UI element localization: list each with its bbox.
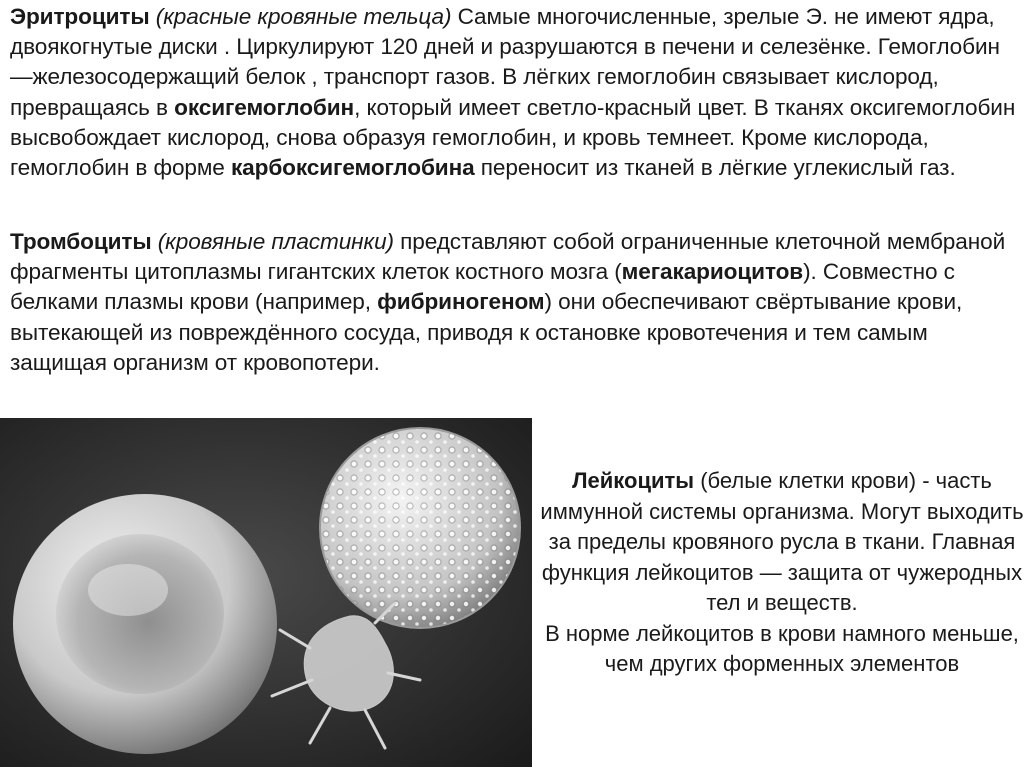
erythrocytes-term: Эритроциты — [10, 4, 150, 29]
white-blood-cell — [320, 428, 520, 628]
thrombocytes-synonym: (кровяные пластинки) — [157, 229, 394, 254]
oxyhemoglobin-term: оксигемоглобин — [174, 94, 355, 120]
blood-cells-micrograph — [0, 418, 532, 767]
thrombocytes-text-3: ) они обеспечивают свёртывание крови, вытекающей из повреждённого сосуда, приводя к остановке кровотечения и тем самым защищая организм от кровопотери. — [10, 289, 963, 375]
leukocytes-term: Лейкоциты — [572, 468, 695, 493]
thrombocytes-text-1: представляют собой ограниченные клеточной мембраной фрагменты цитоплазмы гигантских клеток костного мозга ( — [10, 229, 1006, 285]
erythrocytes-paragraph — [10, 2, 1016, 183]
leukocytes-text-1: (белые клетки крови) - часть иммунной системы организма. Могут выходить за пределы кровяного русла в ткани. Главная функция лейкоцитов — защита от чужеродных тел и веществ. — [540, 468, 1024, 615]
erythrocytes-text-1: Самые многочисленные, зрелые Э. не имеют ядра, двоякогнутые диски . Циркулируют 120 дней и разрушаются в печени и селезёнке. Гемоглобин —железосодержащий белок , транспорт газов. В лёгких гемоглобин связывает кислород, превращаясь в — [10, 4, 1000, 120]
erythrocytes-text-2: , который имеет светло-красный цвет. В тканях оксигемоглобин высвобождает кислород, снова образуя гемоглобин, и кровь темнеет. Кроме кислорода, гемоглобин в форме — [10, 94, 1016, 181]
carboxyhemoglobin-term: карбоксигемоглобина — [230, 155, 475, 181]
leukocytes-text-2: В норме лейкоцитов в крови намного меньше, чем других форменных элементов — [545, 620, 1019, 676]
thrombocytes-term: Тромбоциты — [10, 229, 152, 254]
megakaryocytes-term: мегакариоцитов — [621, 259, 804, 285]
thrombocytes-text-2: ). Совместно с белками плазмы крови (например, — [10, 259, 955, 315]
erythrocytes-text-3: переносит из тканей в лёгкие углекислый газ. — [474, 155, 956, 181]
thrombocytes-paragraph — [10, 227, 1016, 378]
erythrocytes-synonym: (красные кровяные тельца) — [155, 4, 452, 29]
red-blood-cell — [13, 494, 277, 754]
leukocytes-paragraph — [540, 466, 1024, 680]
fibrinogen-term: фибриногеном — [377, 289, 545, 315]
